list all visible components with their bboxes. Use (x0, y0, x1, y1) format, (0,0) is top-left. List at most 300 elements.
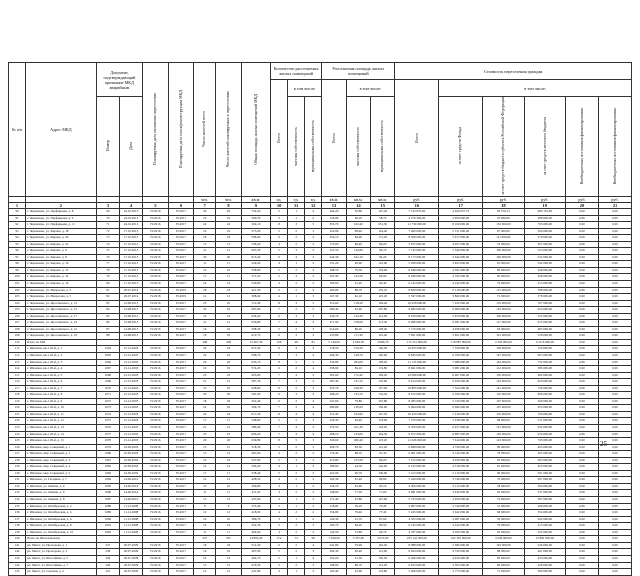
table-cell: 42,10 (346, 294, 370, 301)
table-cell: 121 000,00 (483, 425, 524, 432)
table-cell: 137 (9, 516, 26, 523)
table-cell: 171,20 (371, 235, 395, 242)
table-cell: 11 133 000,00 (395, 359, 439, 366)
table-cell: 0,00 (598, 280, 631, 287)
table-cell: 14 (216, 280, 242, 287)
table-cell: 0,00 (598, 510, 631, 517)
table-cell: 615 000,00 (524, 320, 565, 327)
table-cell: 569,50 (241, 215, 270, 222)
table-cell: 129,20 (371, 372, 395, 379)
table-cell: 162,30 (371, 346, 395, 353)
table-cell: 11.12.2008 (119, 503, 142, 510)
table-cell: 4 506 000,00 (395, 483, 439, 490)
table-cell: 0,00 (566, 339, 599, 346)
table-cell: 155,90 (371, 379, 395, 386)
table-cell: 1067 (96, 366, 119, 373)
table-cell: 244,30 (322, 254, 346, 261)
table-cell: IV.2017 (168, 392, 194, 399)
table-cell: 128,40 (371, 326, 395, 333)
col-fund-header: за счет средств Фонда (439, 97, 483, 197)
table-cell: 9 614 000,00 (395, 379, 439, 386)
table-cell: 75 (96, 248, 119, 255)
table-cell: 560 000,00 (524, 398, 565, 405)
table-cell: 3 622 000,00 (439, 510, 483, 517)
address-cell: г. Черемхово, ул. Кирова, д. 6 (26, 248, 97, 255)
table-cell: 150,60 (371, 405, 395, 412)
table-cell: 5 676 000,00 (439, 313, 483, 320)
table-cell: 122 (9, 418, 26, 425)
table-cell: 0,00 (566, 379, 599, 386)
table-cell: 16 (216, 457, 242, 464)
table-cell: 20.07.2016 (119, 294, 142, 301)
table-cell: 17.10.2013 (119, 274, 142, 281)
table-cell: IV.2017 (168, 464, 194, 471)
table-cell: IV.2016 (143, 411, 169, 418)
table-cell: 2 (288, 366, 305, 373)
table-cell: 4 (305, 431, 322, 438)
table-cell: 485 000,00 (524, 326, 565, 333)
table-cell: 25 (216, 385, 242, 392)
table-cell: 1064 (96, 346, 119, 353)
table-cell: 2 (305, 516, 322, 523)
table-cell: 119,40 (371, 267, 395, 274)
table-cell: 322 000,00 (524, 529, 565, 536)
column-number-cell: 11 (288, 202, 305, 208)
column-number-cell: 10 (271, 202, 288, 208)
col-cost-including-header: в том числе: (439, 80, 632, 97)
table-cell: 0,00 (566, 353, 599, 360)
table-cell: IV.2016 (143, 457, 169, 464)
table-cell: 226,30 (322, 418, 346, 425)
table-cell: 0,00 (566, 287, 599, 294)
table-cell: 0,00 (566, 510, 599, 517)
table-cell: 12 (216, 510, 242, 517)
table-cell: 20 (194, 254, 216, 261)
table-cell: 90,70 (346, 470, 370, 477)
unit-cell: руб. (598, 196, 631, 202)
table-cell: 119,80 (371, 569, 395, 576)
table-cell: 88 (96, 333, 119, 340)
table-cell: 301,60 (322, 372, 346, 379)
table-cell: 124,30 (346, 313, 370, 320)
table-cell: 105 (9, 307, 26, 314)
table-cell: 204,60 (346, 359, 370, 366)
table-cell: 1083 (96, 470, 119, 477)
table-cell: 141 000,00 (483, 385, 524, 392)
table-cell: 3 292 000,00 (439, 529, 483, 536)
table-cell: 18 (194, 287, 216, 294)
table-cell: 104 (9, 300, 26, 307)
table-cell: 29 (194, 208, 216, 215)
table-cell: 23 (194, 372, 216, 379)
table-cell: 0,00 (566, 483, 599, 490)
table-cell: 121,90 (371, 549, 395, 556)
table-cell: 17 (216, 418, 242, 425)
table-cell: 606 000,00 (524, 392, 565, 399)
table-cell: 143 (9, 555, 26, 562)
table-cell: 634,20 (241, 313, 270, 320)
table-cell: 3 (288, 431, 305, 438)
table-cell: 378 000,00 (524, 294, 565, 301)
table-cell: 21.12.2003 (119, 425, 142, 432)
table-cell: 579 000,00 (524, 235, 565, 242)
table-cell: 77 (96, 261, 119, 268)
address-cell: рп. Мегет, ул. Прохорова, д. 1 (26, 542, 97, 549)
table-cell: 86,20 (346, 326, 370, 333)
table-cell: 656,80 (241, 320, 270, 327)
table-cell: 1070 (96, 385, 119, 392)
table-cell: 398,60 (241, 294, 270, 301)
table-cell: 527,90 (241, 457, 270, 464)
table-cell: 251,30 (371, 222, 395, 229)
table-cell: IV.2016 (143, 477, 169, 484)
table-cell: 6 (271, 398, 288, 405)
table-cell: 2 (305, 274, 322, 281)
table-cell: 2 (305, 490, 322, 497)
col-residents-planned-header: Число жителей планируемых к переселению (216, 63, 242, 197)
table-cell: 12.08.2013 (119, 320, 142, 327)
table-cell: 4 318 000,00 (439, 464, 483, 471)
table-cell: 639,80 (241, 438, 270, 445)
table-cell: 118,60 (322, 503, 346, 510)
table-cell: 1 (288, 208, 305, 215)
table-cell: 39,20 (346, 503, 370, 510)
table-cell: 707 000,00 (524, 300, 565, 307)
table-cell: 96 (9, 248, 26, 255)
table-cell: 233,80 (322, 333, 346, 340)
table-cell: 23 (216, 431, 242, 438)
address-cell: г. Шелехов, кв-л 20-й, д. 7 (26, 385, 97, 392)
address-cell: г. Шелехов, ул. Октябрьская, д. 10 (26, 529, 97, 536)
table-cell: 18 (194, 398, 216, 405)
table-cell: 82 (96, 294, 119, 301)
column-number-cell: 13 (322, 202, 346, 208)
table-cell: IV.2016 (143, 346, 169, 353)
table-cell: 4 (305, 287, 322, 294)
address-cell: г. Шелехов, ул. Ленина, д. 8 (26, 497, 97, 504)
table-cell: 0,00 (566, 569, 599, 576)
table-cell: 129 (9, 464, 26, 471)
table-cell: 141 (9, 542, 26, 549)
table-cell: 10.09.2002 (119, 470, 142, 477)
table-cell: 174,80 (371, 366, 395, 373)
table-cell: 2 (305, 451, 322, 458)
table-cell: 3 (271, 215, 288, 222)
table-cell: 124,40 (371, 228, 395, 235)
table-cell: 3 493 000,00 (439, 261, 483, 268)
table-cell: 119 (9, 398, 26, 405)
address-cell: г. Черемхово, ул. Парфирьева, д. 9 (26, 215, 97, 222)
table-cell: 77,40 (371, 510, 395, 517)
table-cell: IV.2016 (143, 431, 169, 438)
table-cell: 4 (271, 261, 288, 268)
col-count-including-header: в том числе: (288, 80, 322, 97)
table-cell: 1 (288, 497, 305, 504)
table-cell: 411,20 (241, 490, 270, 497)
table-cell: 77,30 (346, 490, 370, 497)
table-cell: 12 (216, 569, 242, 576)
table-cell: 11 616 000,00 (524, 339, 565, 346)
table-cell: 12 (194, 477, 216, 484)
table-cell: 56,80 (346, 208, 370, 215)
table-cell: 124,90 (322, 215, 346, 222)
address-cell: рп. Мегет, ул. Шоссейная, д. 5 (26, 555, 97, 562)
table-cell: 129,30 (322, 516, 346, 523)
table-cell: 0,00 (598, 261, 631, 268)
address-cell: Итого по МО (26, 339, 97, 346)
table-cell: IV.2017 (168, 516, 194, 523)
table-cell: 2 (288, 228, 305, 235)
table-cell: 24 (216, 222, 242, 229)
table-cell: 6 196 000,00 (439, 392, 483, 399)
table-cell: 7 821 000,00 (395, 333, 439, 340)
table-cell: 12.08.2013 (119, 307, 142, 314)
table-cell: 2 (288, 280, 305, 287)
table-cell: 665 000,00 (524, 353, 565, 360)
table-cell: IV.2017 (168, 451, 194, 458)
table-cell: 5 429 000,00 (395, 477, 439, 484)
table-cell: 21.12.2003 (119, 438, 142, 445)
unit-cell: руб. (395, 196, 439, 202)
table-cell: IV.2016 (143, 483, 169, 490)
table-cell: 369 000,00 (524, 569, 565, 576)
table-cell: 632 000,00 (524, 425, 565, 432)
table-cell: 518,30 (241, 444, 270, 451)
table-cell: 3 (305, 418, 322, 425)
table-cell: IV.2017 (168, 333, 194, 340)
table-cell: 4 (271, 477, 288, 484)
column-number-cell: 20 (566, 202, 599, 208)
table-cell: 100 000,00 (483, 248, 524, 255)
table-cell: 21.12.2003 (119, 385, 142, 392)
table-cell: 0,00 (598, 523, 631, 530)
table-cell: 0,00 (566, 470, 599, 477)
table-cell: 462,70 (241, 555, 270, 562)
relocation-table (8, 62, 632, 576)
table-cell: 98,40 (346, 228, 370, 235)
table-cell: IV.2016 (143, 235, 169, 242)
table-cell: 6 (271, 542, 288, 549)
unit-cell: руб. (439, 196, 483, 202)
table-cell: IV.2016 (143, 562, 169, 569)
table-cell: 79,40 (371, 503, 395, 510)
table-cell: 142,60 (371, 464, 395, 471)
table-cell: 5 (271, 267, 288, 274)
table-cell: 6 (271, 333, 288, 340)
table-cell: 5 (271, 208, 288, 215)
table-cell: 124 (9, 431, 26, 438)
table-cell: 99 (305, 536, 322, 543)
table-cell: 22 (194, 405, 216, 412)
table-cell: 81,60 (346, 307, 370, 314)
table-cell: 5 (271, 562, 288, 569)
table-cell: 135 000,00 (483, 411, 524, 418)
table-cell: 4 (288, 320, 305, 327)
column-number-cell: 14 (346, 202, 370, 208)
table-cell: 0,00 (566, 333, 599, 340)
table-cell: 17.10.2013 (119, 254, 142, 261)
table-cell: IV.2016 (143, 444, 169, 451)
table-cell: 162 391 000,00 (439, 536, 483, 543)
table-cell: 73 (288, 536, 305, 543)
table-cell: IV.2016 (143, 228, 169, 235)
table-cell: 6 653 000,00 (395, 562, 439, 569)
table-cell: 131 (9, 477, 26, 484)
column-number-cell: 2 (26, 202, 97, 208)
table-cell: 592,10 (241, 222, 270, 229)
table-cell: 449 000,00 (524, 267, 565, 274)
table-cell: IV.2017 (168, 215, 194, 222)
table-row (9, 569, 632, 576)
table-cell: 613,40 (241, 254, 270, 261)
table-cell: IV.2017 (168, 425, 194, 432)
table-cell: 19 (216, 313, 242, 320)
table-cell: IV.2016 (143, 372, 169, 379)
column-number-cell: 3 (96, 202, 119, 208)
table-cell: IV.2016 (143, 300, 169, 307)
table-cell: 24 (216, 346, 242, 353)
table-cell: 10 655 000,00 (395, 346, 439, 353)
table-cell: 96 000,00 (483, 470, 524, 477)
table-cell: 10 (216, 483, 242, 490)
table-cell: 4 595 000,00 (439, 562, 483, 569)
col-subject-budget-header: за счет средств бюджета субъекта Российской Федерации (483, 97, 524, 197)
table-cell: 6 939 000,00 (395, 274, 439, 281)
table-cell: 14.06.2010 (119, 490, 142, 497)
table-cell: 231,50 (322, 248, 346, 255)
table-cell: 2 (288, 235, 305, 242)
table-cell: 1 (288, 483, 305, 490)
address-cell: г. Черемхово, ул. Кирова, д. 14 (26, 274, 97, 281)
table-cell: 5 644 000,00 (439, 254, 483, 261)
table-cell: 12 467,30 (241, 339, 270, 346)
table-cell: 6 (271, 313, 288, 320)
table-cell: 7 (271, 307, 288, 314)
address-cell: г. Шелехов, кв-л 20-й, д. 11 (26, 411, 97, 418)
table-cell: 2 (305, 215, 322, 222)
column-number-cell: 7 (194, 202, 216, 208)
table-cell: 86,70 (346, 562, 370, 569)
table-cell: 81,40 (346, 477, 370, 484)
table-cell: 142 (9, 549, 26, 556)
table-cell: 0,00 (566, 516, 599, 523)
table-cell: 82,20 (371, 254, 395, 261)
table-cell: 24.10.2013 (119, 215, 142, 222)
table-cell: 140 (9, 536, 26, 543)
table-cell: 13 (194, 451, 216, 458)
table-cell: 98 (9, 261, 26, 268)
table-cell: 3 (271, 516, 288, 523)
table-cell: 129 (271, 339, 288, 346)
table-cell: 17.10.2013 (119, 280, 142, 287)
table-cell: 4 (271, 241, 288, 248)
table-cell: 17 (216, 470, 242, 477)
table-cell: 5 875 000,00 (395, 241, 439, 248)
table-cell: IV.2017 (168, 261, 194, 268)
table-cell: 1086 (96, 490, 119, 497)
table-cell: 80,90 (371, 477, 395, 484)
table-cell: 0,00 (598, 333, 631, 340)
table-cell: 222,80 (322, 228, 346, 235)
table-cell: 85 (96, 313, 119, 320)
col-count-group-header: Количество расселяемых жилых помещений (271, 63, 322, 80)
table-cell: 2 (288, 470, 305, 477)
table-cell: 20 (194, 392, 216, 399)
address-cell: г. Черемхово, ул. Кирова, д. 22 (26, 241, 97, 248)
table-cell: 3 (305, 372, 322, 379)
table-cell: IV.2016 (143, 333, 169, 340)
table-cell: 0,00 (598, 477, 631, 484)
table-cell: 7 570 000,00 (395, 418, 439, 425)
address-cell: г. Черемхово, ул. Ярославского, д. 15 (26, 307, 97, 314)
table-cell: 0,00 (566, 497, 599, 504)
table-cell: 4 270 500,00 (395, 215, 439, 222)
address-cell: г. Шелехов, кв-л 20-й, д. 13 (26, 425, 97, 432)
table-cell: IV.2016 (143, 418, 169, 425)
table-cell: 3 (288, 379, 305, 386)
unit-cell: руб. (566, 196, 599, 202)
table-cell: 127 000,00 (483, 353, 524, 360)
address-cell: г. Шелехов, мкр. Северный, д. 3 (26, 457, 97, 464)
table-cell: 3 749 000,00 (439, 477, 483, 484)
table-cell: 162,10 (346, 254, 370, 261)
table-cell: 127,60 (346, 457, 370, 464)
table-cell: 5 228 000,00 (439, 418, 483, 425)
table-cell: 0,00 (566, 248, 599, 255)
table-cell: 3 (305, 228, 322, 235)
table-cell: 0,00 (598, 431, 631, 438)
table-cell: IV.2016 (143, 438, 169, 445)
table-cell: 18 (216, 398, 242, 405)
table-cell: 238 (96, 549, 119, 556)
table-cell: 89 000,00 (483, 444, 524, 451)
table-cell: 152 000,00 (483, 222, 524, 229)
address-cell: г. Шелехов, кв-л 20-й, д. 14 (26, 431, 97, 438)
table-cell: IV.2017 (168, 418, 194, 425)
table-cell: IV.2017 (168, 254, 194, 261)
table-cell: 9 682 000,00 (395, 307, 439, 314)
table-cell: 21.12.2003 (119, 392, 142, 399)
column-number-cell: 6 (168, 202, 194, 208)
table-cell: 148,90 (322, 490, 346, 497)
table-cell: 11 (194, 529, 216, 536)
table-cell: 0,00 (598, 366, 631, 373)
address-cell: г. Шелехов, мкр. Северный, д. 1 (26, 444, 97, 451)
table-cell: 247,60 (322, 398, 346, 405)
table-cell: 11 (216, 490, 242, 497)
address-cell: рп. Мегет, ул. Шоссейная, д. 7 (26, 562, 97, 569)
table-cell: 91 (9, 215, 26, 222)
table-cell: 22 (216, 353, 242, 360)
table-cell: 292 000,00 (524, 516, 565, 523)
table-cell: IV.2017 (168, 228, 194, 235)
table-cell: 4 (271, 280, 288, 287)
table-cell: 4 (305, 346, 322, 353)
address-cell: г. Шелехов, мкр. Северный, д. 4 (26, 464, 97, 471)
address-cell: г. Шелехов, мкр. Северный, д. 5 (26, 470, 97, 477)
table-cell: 129 000,00 (483, 431, 524, 438)
table-cell: 8 (271, 359, 288, 366)
table-cell: 0,00 (598, 562, 631, 569)
table-cell: IV.2016 (143, 529, 169, 536)
table-cell: 555 000,00 (524, 313, 565, 320)
table-cell: 0,00 (566, 215, 599, 222)
table-cell: 123 (9, 425, 26, 432)
table-cell: 6 (271, 366, 288, 373)
table-cell: 138 (9, 523, 26, 530)
table-cell: 538,40 (241, 470, 270, 477)
table-cell: 4 792 000,00 (439, 274, 483, 281)
